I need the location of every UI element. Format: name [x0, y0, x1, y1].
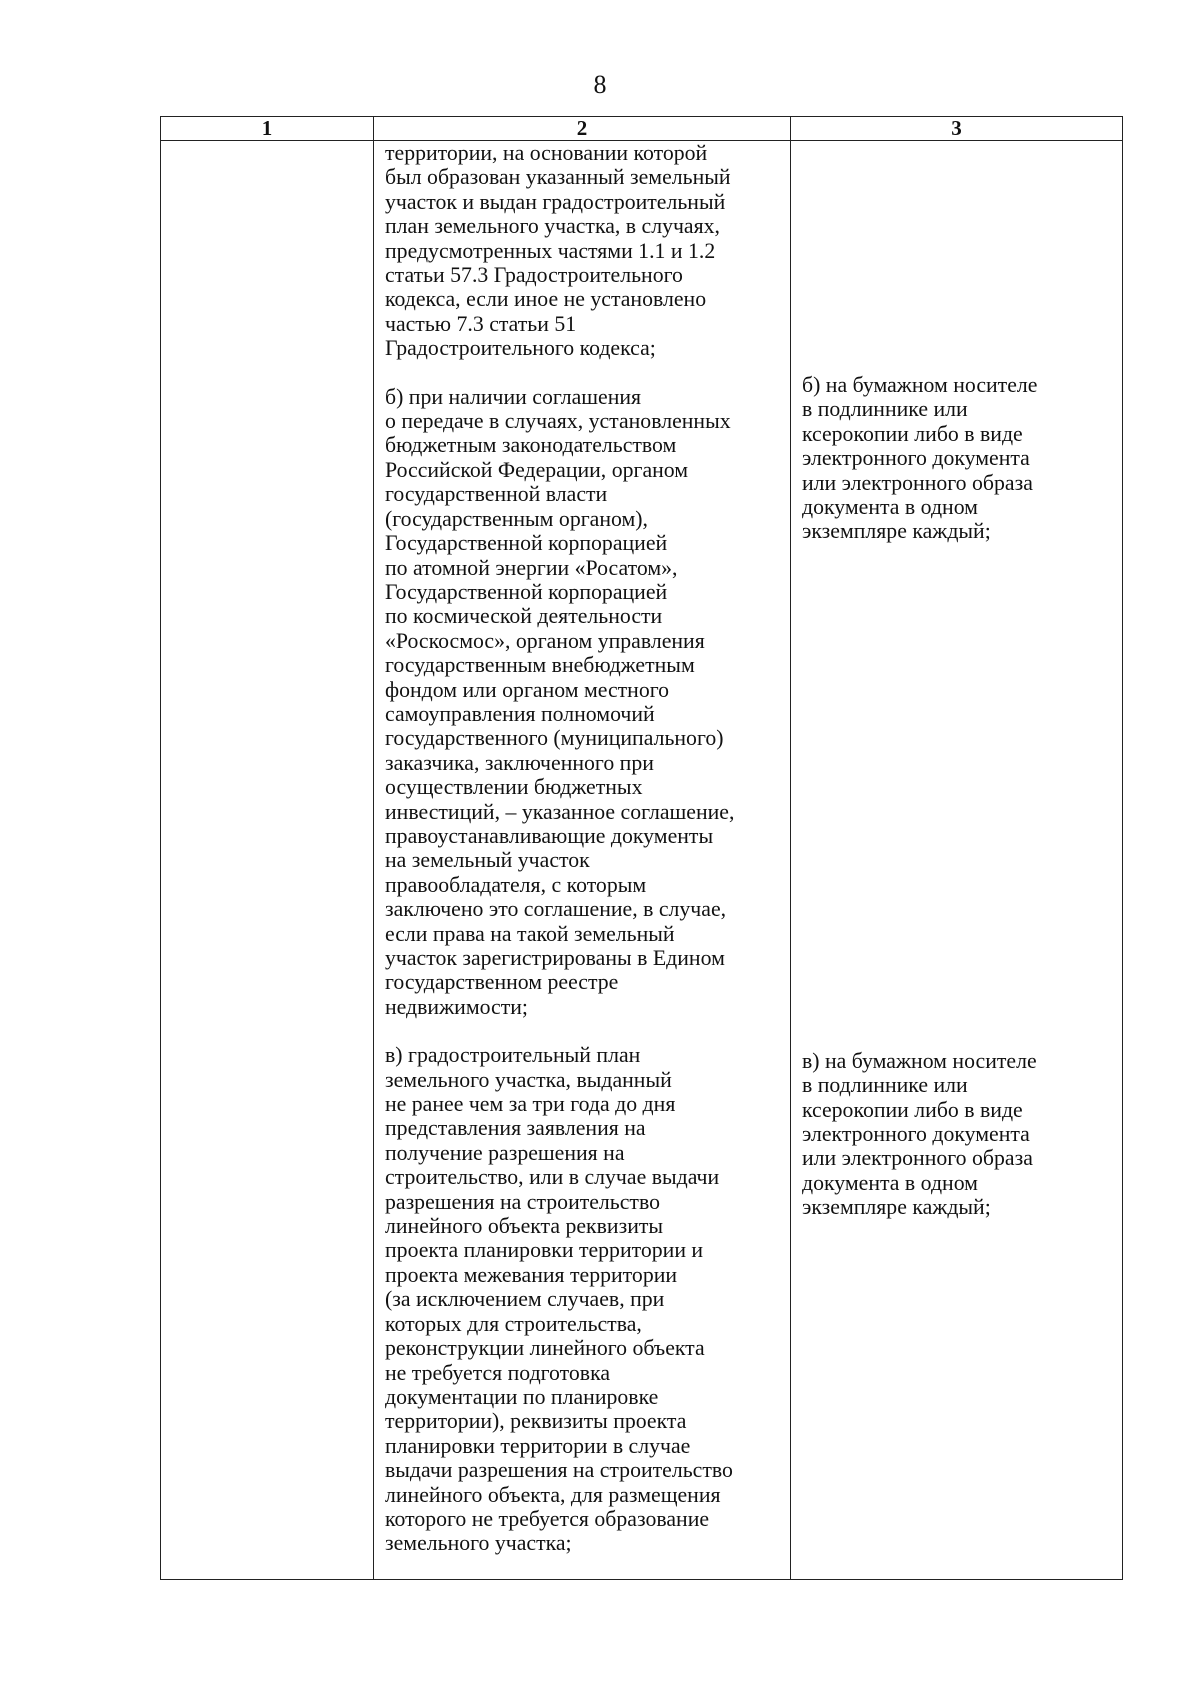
header-col-3: 3 [791, 117, 1123, 141]
requirements-table [160, 116, 1123, 1580]
cell-col-1 [161, 141, 374, 1580]
continuation-text: территории, на основании которой был образован указанный земельный участок и выдан градостроительный план земельного участка, в случаях, предусмотренных частями 1.1 и 1.2 статьи 57.3 Градостроительного кодекса, если иное не установлено частью 7.3 статьи 51 Градостроительного кодекса; [385, 141, 731, 361]
item-b-text: б) при наличии соглашения о передаче в случаях, установленных бюджетным законодательством Российской Федерации, органом государственной власти (государственным органом), Государственной корпорацией по атомной энергии «Росатом», Государственной корпорацией по космической деятельности «Роскосмос», органом управления государственным внебюджетным фондом или органом местного самоуправления полномочий государственного (муниципального) заказчика, заключенного при осуществлении бюджетных инвестиций, – указанное соглашение, правоустанавливающие документы на земельный участок правообладателя, с которым заключено это соглашение, в случае, если права на такой земельный участок зарегистрированы в Едином государственном реестре недвижимости; [385, 384, 735, 1019]
item-b-format-text: б) на бумажном носителе в подлиннике или ксерокопии либо в виде электронного документа или электронного образа документа в одном экземпляре каждый; [802, 373, 1038, 544]
cell-col-2 [374, 141, 791, 1580]
item-v-text: в) градостроительный план земельного участка, выданный не ранее чем за три года до дня представления заявления на получение разрешения на строительство, или в случае выдачи разрешения на строительство линейного объекта реквизиты проекта планировки территории и проекта межевания территории (за исключением случаев, при которых для строительства, реконструкции линейного объекта не требуется подготовка документации по планировке территории), реквизиты проекта планировки территории в случае выдачи разрешения на строительство линейного объекта, для размещения которого не требуется образование земельного участка; [385, 1043, 733, 1556]
item-v-format-text: в) на бумажном носителе в подлиннике или ксерокопии либо в виде электронного документа или электронного образа документа в одном экземпляре каждый; [802, 1048, 1037, 1220]
header-col-1: 1 [161, 117, 374, 141]
table-header-row [161, 117, 1123, 141]
page-number: 8 [593, 70, 607, 99]
header-col-2: 2 [374, 117, 791, 141]
cell-col-3 [791, 141, 1123, 1580]
table-row [161, 141, 1123, 1580]
